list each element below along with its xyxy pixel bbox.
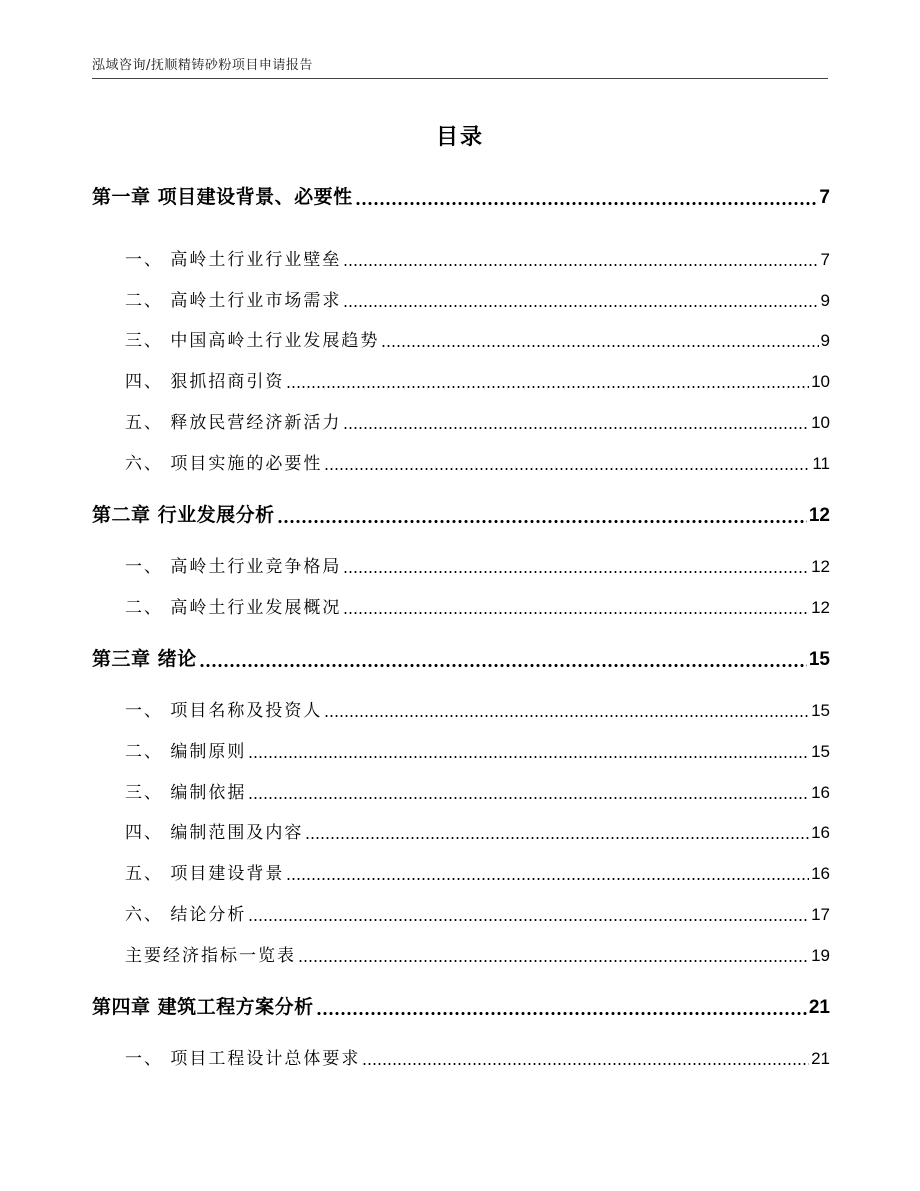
- toc-entry-section[interactable]: [92, 245, 830, 270]
- toc-entry-page: 11: [812, 454, 830, 473]
- toc-entry-section[interactable]: [92, 900, 830, 925]
- toc-entry-page: 9: [820, 331, 830, 350]
- toc-entry-section[interactable]: [92, 818, 830, 843]
- toc-entry-page: 9: [820, 291, 830, 310]
- dot-leader: [199, 663, 807, 668]
- toc-entry-page: 7: [819, 187, 830, 208]
- toc-entry-label: 五、 释放民营经济新活力: [125, 413, 342, 433]
- toc-entry-label: 一、 高岭土行业竞争格局: [125, 557, 342, 577]
- toc-entry-label: 三、 编制依据: [125, 783, 247, 803]
- toc-entry-page: 12: [808, 505, 830, 526]
- toc-entry-label: 第四章 建筑工程方案分析: [92, 996, 314, 1018]
- toc-entry-label: 五、 项目建设背景: [125, 864, 285, 884]
- dot-leader: [277, 519, 807, 524]
- dot-leader: [248, 755, 809, 759]
- toc-entry-section[interactable]: [92, 286, 830, 311]
- toc-entry-label: 四、 编制范围及内容: [125, 823, 304, 843]
- toc-entry-label: 第一章 项目建设背景、必要性: [92, 186, 353, 208]
- toc-entry-page: 10: [811, 413, 830, 432]
- dot-leader: [324, 714, 809, 718]
- toc-entry-page: 12: [811, 557, 830, 576]
- toc-entry-section[interactable]: [92, 449, 830, 474]
- toc-entry-chapter[interactable]: [92, 182, 830, 209]
- toc-entry-label: 主要经济指标一览表: [125, 946, 296, 966]
- toc-entry-page: 12: [811, 598, 830, 617]
- toc-entry-section[interactable]: [92, 737, 830, 762]
- dot-leader: [324, 467, 810, 471]
- toc-entry-label: 三、 中国高岭土行业发展趋势: [125, 331, 380, 351]
- toc-entry-page: 19: [811, 946, 830, 965]
- dot-leader: [248, 796, 809, 800]
- toc-entry-page: 15: [808, 649, 830, 670]
- toc-entry-section[interactable]: [92, 1044, 830, 1069]
- toc-entry-section[interactable]: [92, 552, 830, 577]
- dot-leader: [355, 201, 818, 206]
- dot-leader: [248, 918, 809, 922]
- toc-entry-label: 二、 编制原则: [125, 742, 247, 762]
- toc-entry-page: 21: [808, 997, 830, 1018]
- toc-entry-page: 16: [811, 783, 830, 802]
- toc-entry-page: 16: [811, 864, 830, 883]
- toc-entry-section[interactable]: [92, 696, 830, 721]
- toc-entry-label: 二、 高岭土行业发展概况: [125, 598, 342, 618]
- toc-entry-chapter[interactable]: [92, 644, 830, 671]
- toc-entry-label: 第二章 行业发展分析: [92, 504, 275, 526]
- toc-entry-label: 一、 项目工程设计总体要求: [125, 1049, 361, 1069]
- toc-entry-chapter[interactable]: [92, 992, 830, 1019]
- toc-entry-chapter[interactable]: [92, 500, 830, 527]
- toc-entry-label: 六、 项目实施的必要性: [125, 454, 323, 474]
- toc-entry-page: 17: [811, 905, 830, 924]
- toc-entry-label: 一、 高岭土行业行业壁垒: [125, 250, 342, 270]
- dot-leader: [381, 344, 818, 348]
- toc-entry-label: 一、 项目名称及投资人: [125, 701, 323, 721]
- toc-entry-label: 第三章 绪论: [92, 648, 197, 670]
- dot-leader: [343, 426, 809, 430]
- toc-entry-section[interactable]: [92, 367, 830, 392]
- dot-leader: [316, 1011, 807, 1016]
- dot-leader: [343, 570, 809, 574]
- toc-entry-section[interactable]: [92, 941, 830, 966]
- toc-entry-page: 15: [811, 701, 830, 720]
- header-rule: [92, 78, 828, 79]
- dot-leader: [343, 304, 818, 308]
- running-header: 泓域咨询/抚顺精铸砂粉项目申请报告: [92, 58, 313, 73]
- toc-entry-section[interactable]: [92, 408, 830, 433]
- toc-entry-section[interactable]: [92, 859, 830, 884]
- dot-leader: [343, 611, 809, 615]
- toc-entry-page: 16: [811, 823, 830, 842]
- toc-entry-page: 15: [811, 742, 830, 761]
- toc-entry-label: 六、 结论分析: [125, 905, 247, 925]
- dot-leader: [286, 877, 809, 881]
- toc-entry-page: 10: [811, 372, 830, 391]
- toc-entry-section[interactable]: [92, 326, 830, 351]
- dot-leader: [343, 263, 818, 267]
- toc-entry-label: 二、 高岭土行业市场需求: [125, 291, 342, 311]
- dot-leader: [362, 1062, 809, 1066]
- toc-entry-label: 四、 狠抓招商引资: [125, 372, 285, 392]
- toc-entry-page: 21: [811, 1049, 830, 1068]
- dot-leader: [305, 836, 809, 840]
- toc-title: 目录: [435, 125, 484, 150]
- dot-leader: [298, 959, 809, 963]
- toc-entry-page: 7: [820, 250, 830, 269]
- dot-leader: [286, 385, 809, 389]
- toc-entry-section[interactable]: [92, 778, 830, 803]
- toc-entry-section[interactable]: [92, 593, 830, 618]
